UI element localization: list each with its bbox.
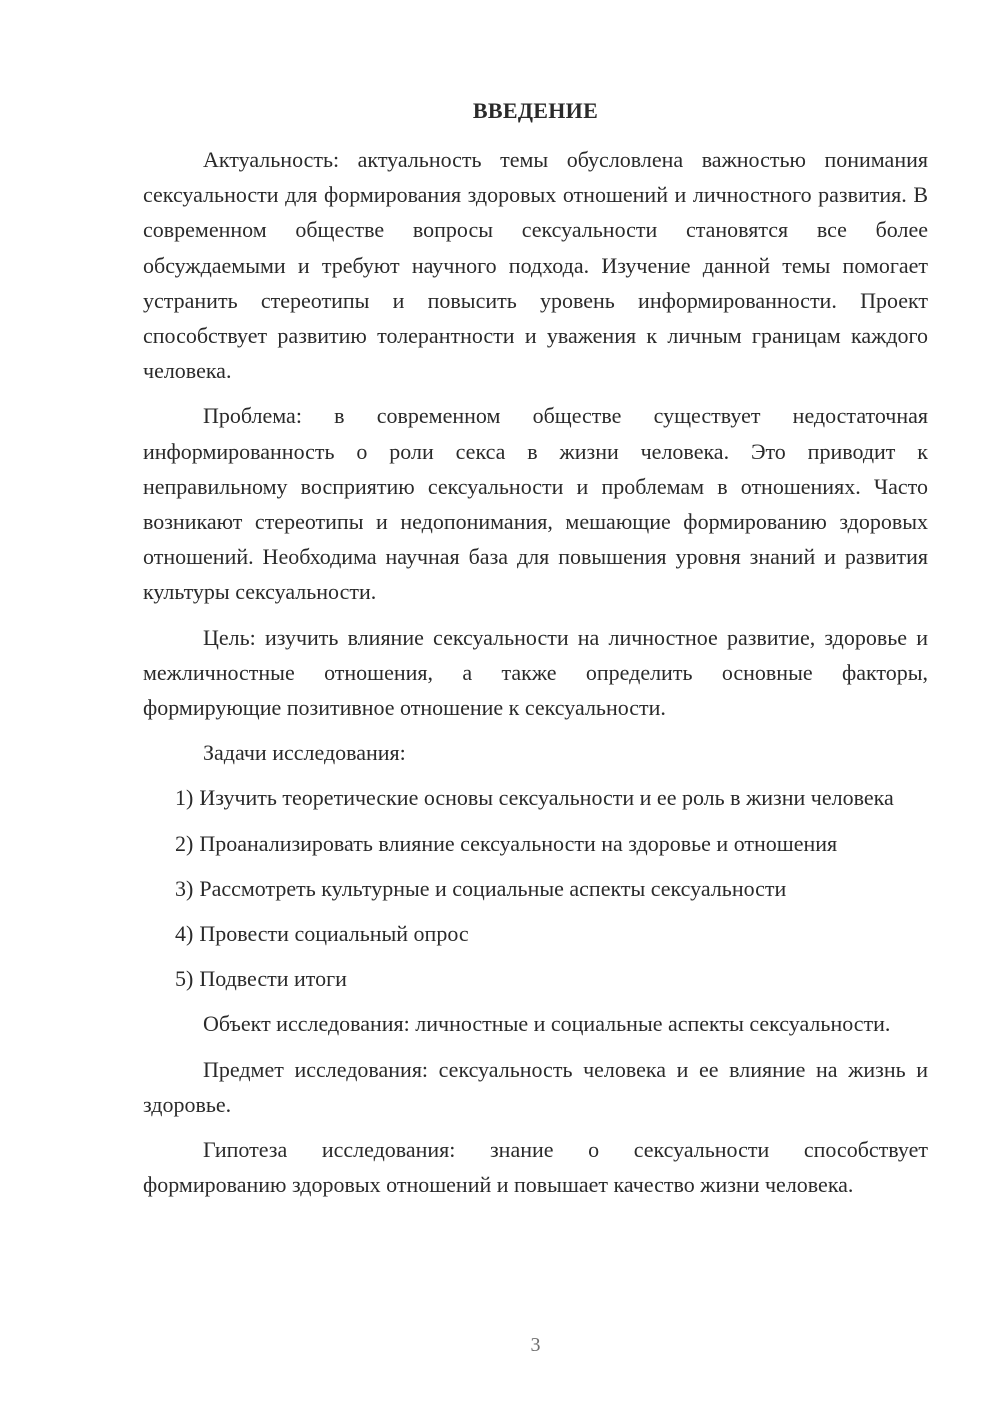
- task-number: 1): [175, 785, 194, 811]
- task-text: Провести социальный опрос: [199, 921, 469, 947]
- subject-paragraph: Предмет исследования: сексуальность человека и ее влияние на жизнь и здоровье.: [143, 1056, 928, 1117]
- task-item: [143, 916, 928, 951]
- object-paragraph: Объект исследования: личностные и социальные аспекты сексуальности.: [203, 1011, 891, 1037]
- hypothesis-paragraph: Гипотеза исследования: знание о сексуальности способствует формированию здоровых отношений и повышает качество жизни человека.: [143, 1137, 928, 1198]
- task-number: 2): [175, 830, 194, 856]
- tasks-title: Задачи исследования:: [203, 740, 406, 766]
- problem-paragraph: Проблема: в современном обществе существует недостаточная информированность о роли секса в жизни человека. Это приводит к неправильному восприятию сексуальности и проблемам в отношениях. Часто возникают стереотипы и недопонимания, мешающие формированию здоровых отношений. Необходима научная база для повышения уровня знаний и развития культуры сексуальности.: [143, 403, 928, 605]
- task-text: Рассмотреть культурные и социальные аспекты сексуальности: [199, 875, 787, 901]
- task-item: [143, 826, 928, 861]
- relevance-paragraph: Актуальность: актуальность темы обусловлена важностью понимания сексуальности для формирования здоровых отношений и личностного развития. В современном обществе вопросы сексуальности становятся все более обсуждаемыми и требуют научного подхода. Изучение данной темы помогает устранить стереотипы и повысить уровень информированности. Проект способствует развитию толерантности и уважения к личным границам каждого человека.: [143, 147, 928, 384]
- task-item: [143, 780, 928, 815]
- section-heading: ВВЕДЕНИЕ: [472, 98, 599, 123]
- document-body: [143, 142, 928, 1212]
- goal-paragraph: Цель: изучить влияние сексуальности на личностное развитие, здоровье и межличностные отношения, а также определить основные факторы, формирующие позитивное отношение к сексуальности.: [143, 624, 928, 721]
- task-text: Изучить теоретические основы сексуальности и ее роль в жизни человека: [199, 785, 894, 811]
- task-number: 4): [175, 921, 194, 947]
- task-number: 3): [175, 875, 194, 901]
- document-page: [143, 0, 928, 1414]
- task-item: [143, 961, 928, 996]
- task-text: Проанализировать влияние сексуальности на здоровье и отношения: [199, 830, 838, 856]
- task-number: 5): [175, 966, 194, 992]
- task-text: Подвести итоги: [199, 966, 347, 992]
- task-item: [143, 871, 928, 906]
- page-number: 3: [530, 1334, 541, 1356]
